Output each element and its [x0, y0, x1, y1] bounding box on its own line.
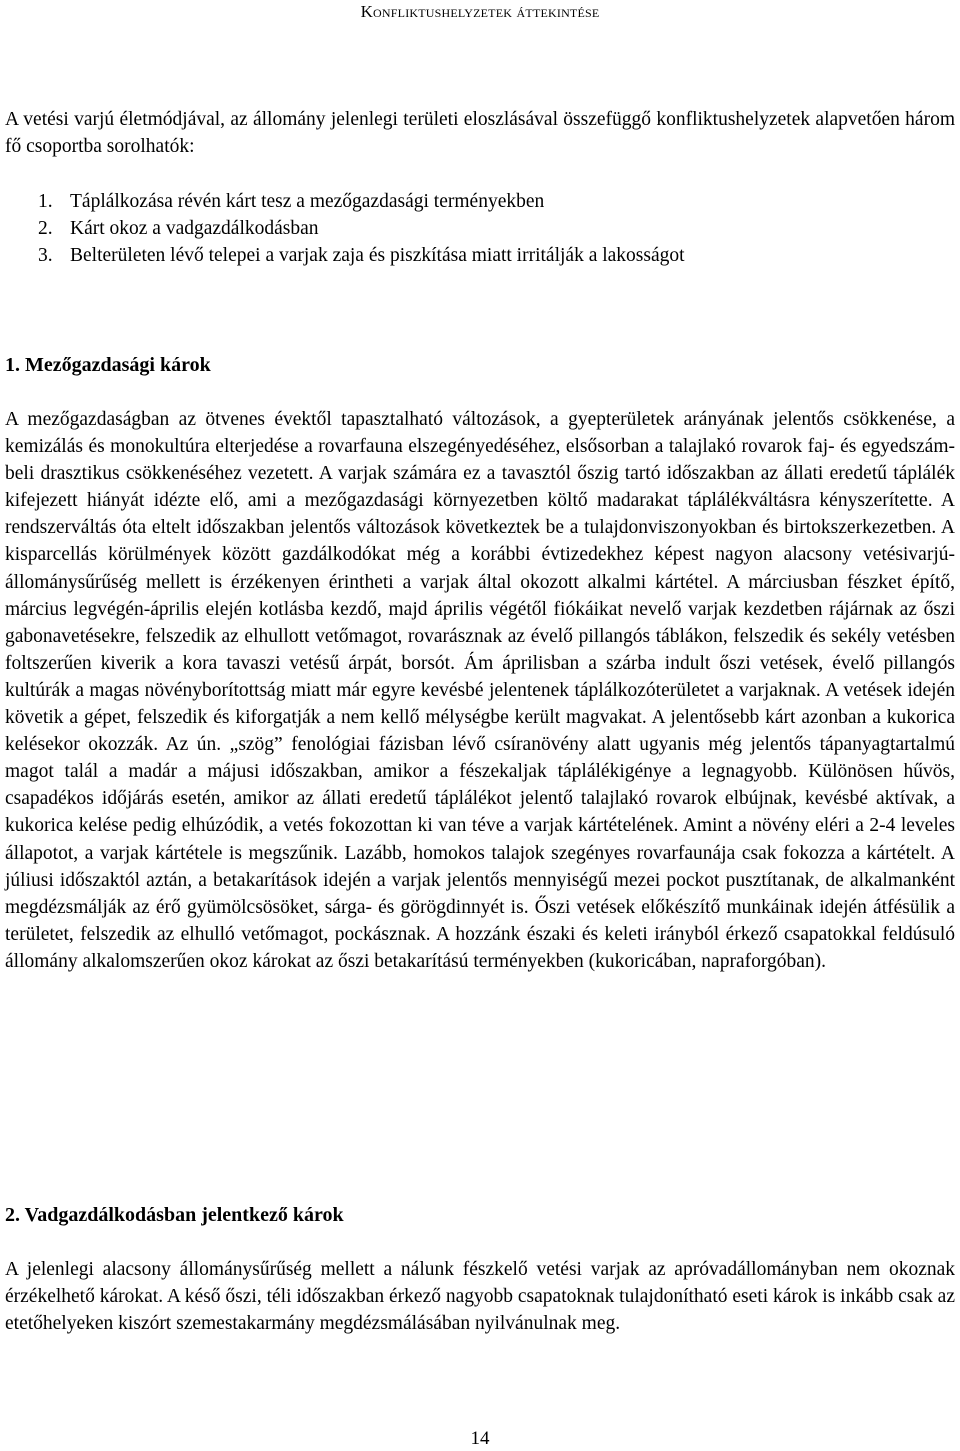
list-item-number: 2.	[38, 218, 53, 239]
conflict-category-list	[38, 188, 938, 269]
list-item-text: Belterületen lévő telepei a varjak zaja és piszkítása miatt irritálják a lakosságot	[70, 245, 685, 266]
list-item	[38, 242, 938, 269]
list-item-number: 3.	[38, 245, 53, 266]
page-number: 14	[470, 1428, 490, 1449]
list-item-text: Kárt okoz a vadgazdálkodásban	[70, 218, 319, 239]
list-item	[38, 188, 938, 215]
list-item-number: 1.	[38, 191, 53, 212]
list-item-text: Táplálkozása révén kárt tesz a mezőgazdasági terményekben	[70, 191, 545, 212]
section-heading-agricultural-damage: 1. Mezőgazdasági károk	[5, 354, 211, 376]
section-body-game-management-damage: A jelenlegi alacsony állománysűrűség mellett a nálunk fészkelő vetési varjak az apróvadállományban nem okoznak érzékelhető károkat. A késő őszi, téli időszakban érkező nagyobb csapatoknak tulajdonítható eseti károk is inkább csak az etetőhelyeken kiszórt szemestakarmány megdézsmálásában nyilvánulnak meg.	[5, 1259, 955, 1335]
section-body-agricultural-damage: A mezőgazdaságban az ötvenes évektől tapasztalható változások, a gyepterületek arányának jelentős csökkenése, a kemizálás és monokultúra elterjedése a rovarfauna elszegényedéséhez, elsősorban a talajlakó rovarok faj- és egyedszám-beli drasztikus csökkenéséhez vezetett. A varjak számára ez a tavasztól őszig tartó időszakban az állati eredetű táplálék kifejezett hiányát idézte elő, ami a mezőgazdasági környezetben költő madarakat táplálékváltásra kényszerítette. A rendszerváltás óta eltelt időszakban jelentős változások következtek be a tulajdonviszonyokban és birtokszerkezetben. A kisparcellás körülmények között gazdálkodókat még a korábbi évtizedekhez képest nagyon alacsony vetésivarjú-állománysűrűség mellett is érzékenyen érintheti a varjak által okozott alkalmi kártétel. A márciusban fészket építő, március legvégén-április elején kotlásba kezdő, majd április végétől fiókáikat nevelő varjak kezdetben rájárnak az őszi gabonavetésekre, felszedik az elhullott vetőmagot, rovarásznak az évelő pillangós táblákon, felszedik és sekély vetésben foltszerűen kiverik a kora tavaszi vetésű árpát, borsót. Ám áprilisban a szárba indult őszi vetések, évelő pillangós kultúrák a magas növényborítottság miatt már egyre kevésbé jelentenek táplálkozóterületet a varjaknak. A vetések idején követik a gépet, felszedik és kiforgatják a nem kellő mélységbe került magvakat. A jelentősebb kárt azonban a kukorica kelésekor okozzák. Az ún. „szög” fenológiai fázisban lévő csíranövény alatt ugyanis még jelentős tápanyagtartalmú magot talál a madár a májusi időszakban, amikor a fészekaljak táplálékigénye a legnagyobb. Különösen hűvös, csapadékos időjárás esetén, amikor az állati eredetű táplálékot jelentő talajlakó rovarok elbújnak, kevésbé aktívak, a kukorica kelése pedig elhúzódik, a vetés fokozottan ki van téve a varjak kártételének. Amint a növény eléri a 2-4 leveles állapotot, a varjak kártétele is megszűnik. Lazább, homokos talajok szegényes rovarfaunája csak fokozza a kártételt. A júliusi időszaktól aztán, a betakarítások idején a varjak jelentős mennyiségű mezei pockot pusztítanak, de alkalmanként megdézsmálják az érő gyümölcsösöket, sárga- és görögdinnyét is. Őszi vetések előkészítő munkáinak idején átfésülik a területet, felszedik az elhulló vetőmagot, pockásznak. A hozzánk északi és keleti irányból érkező csapatokkal feldúsuló állomány alkalomszerűen okoz károkat az őszi betakarítású terményekben (kukoricában, napraforgóban).	[5, 409, 955, 972]
intro-paragraph: A vetési varjú életmódjával, az állomány jelenlegi területi eloszlásával összefüggő konfliktushelyzetek alapvetően három fő csoportba sorolhatók:	[5, 109, 955, 157]
section-heading-game-management-damage: 2. Vadgazdálkodásban jelentkező károk	[5, 1204, 344, 1226]
header-title: Konfliktushelyzetek áttekintése	[360, 2, 600, 21]
list-item	[38, 215, 938, 242]
page-header	[0, 2, 960, 22]
